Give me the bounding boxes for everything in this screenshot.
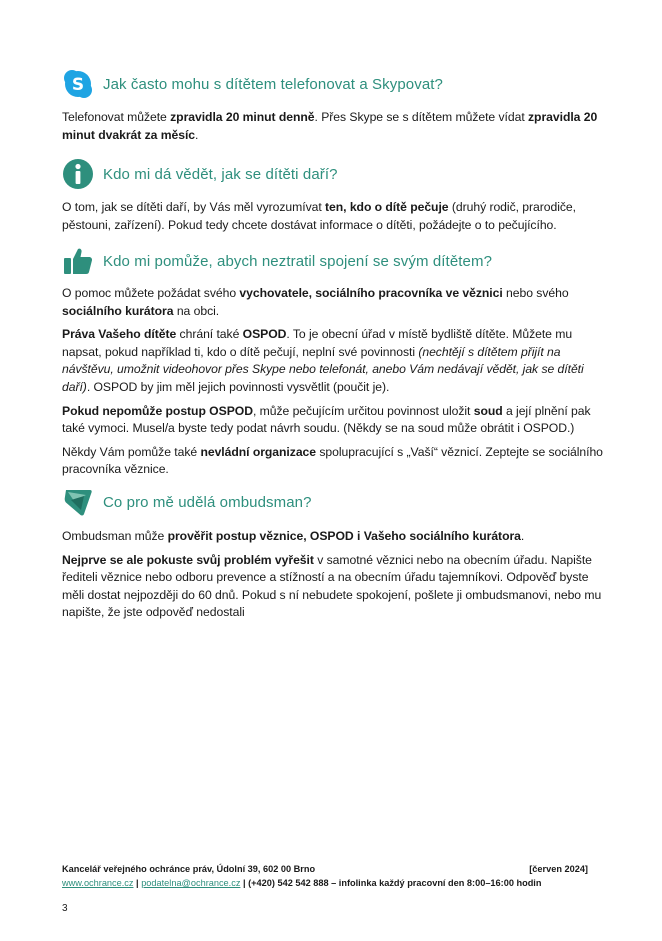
ombudsman-leaf-icon: [62, 486, 94, 518]
text-run: O tom, jak se dítěti daří, by Vás měl vyrozumívat: [62, 200, 326, 214]
text-run: v samotné věznici nebo na obecním úřadu. Napište řediteli věznice nebo odboru prevence a stížností a na obecním úřadu tajemníkovi. Odpověď byste měli dostat nejpozději do 60 dnů. Pokud s ní nebudete spokojení, pošlete ji ombudsmanovi, nebo mu napište, že jste odpověď nedostali: [62, 552, 602, 620]
paragraph: [62, 528, 612, 546]
paragraph: [62, 326, 612, 396]
section-title: Jak často mohu s dítětem telefonovat a Skypovat?: [103, 75, 443, 93]
italic-text: (nechtějí s dítětem přijít na návštěvu, umožnit videohovor přes Skype nebo telefonát, anebo Vám nedávají vědět, jak se dítěti daří): [62, 344, 584, 394]
bold-text: Práva Vašeho dítěte: [62, 327, 177, 342]
section-heading: [62, 245, 612, 277]
text-run: chrání také: [176, 327, 243, 342]
text-run: spolupracující s „Vaší“ věznicí. Zeptejte se sociálního pracovníka věznice.: [62, 444, 603, 477]
bold-text: ten, kdo o dítě pečuje: [325, 200, 449, 214]
text-run: a její plnění pak také vymoci. Musel/a byste tedy podat návrh soudu. (Někdy se na soud může obrátit i OSPOD.): [62, 403, 591, 436]
text-run: (druhý rodič, prarodiče, pěstouni, zařízení). Pokud tedy chcete dostávat informace o dítěti, požádejte o to pečujícího.: [62, 200, 576, 232]
thumbs-up-icon: [62, 245, 94, 277]
email-link[interactable]: podatelna@ochrance.cz: [141, 878, 241, 888]
text-run: .: [520, 529, 525, 543]
paragraph: [62, 199, 612, 234]
text-run: Telefonovat můžete: [62, 110, 171, 124]
text-run: . To je obecní úřad v místě bydliště dítěte. Můžete mu napsat, pokud například ti, kdo o dítě pečují, neplní své povinnosti: [62, 327, 573, 359]
bold-text: zpravidla 20 minut dvakrát za měsíc: [62, 110, 598, 142]
svg-text:S: S: [71, 75, 85, 95]
bold-text: Pokud nepomůže postup OSPOD: [62, 403, 253, 418]
info-icon: [62, 158, 94, 190]
bold-text: Nejprve se ale pokuste svůj problém vyřešit: [62, 552, 314, 567]
text-run: O pomoc můžete požádat svého: [62, 286, 240, 300]
publication-date: [červen 2024]: [529, 864, 588, 874]
page-number: 3: [62, 903, 68, 914]
section-body: [62, 285, 612, 479]
text-run: Ombudsman může: [62, 529, 168, 543]
bold-text: sociálního kurátora: [62, 303, 174, 318]
paragraph: [62, 552, 612, 622]
website-link[interactable]: www.ochrance.cz: [62, 878, 134, 888]
section-heading: [62, 486, 612, 518]
section-heading: [62, 68, 612, 100]
paragraph: [62, 109, 612, 144]
text-run: Někdy Vám pomůže také: [62, 444, 201, 459]
footer-contact-row: [62, 876, 588, 890]
text-run: . Přes Skype se s dítětem můžete vídat: [314, 110, 529, 124]
section-title: Co pro mě udělá ombudsman?: [103, 493, 312, 511]
bold-text: nevládní organizace: [200, 444, 316, 459]
section-body: [62, 528, 612, 622]
separator: |: [240, 878, 249, 888]
section-keep-contact: [62, 245, 612, 485]
bold-text: zpravidla 20 minut denně: [170, 110, 315, 124]
skype-icon: [62, 68, 94, 100]
paragraph: [62, 285, 612, 320]
section-body: [62, 199, 612, 234]
section-heading: [62, 158, 612, 190]
text-run: na obci.: [173, 303, 220, 318]
section-title: Kdo mi dá vědět, jak se dítěti daří?: [103, 165, 338, 183]
footer-address-row: [62, 862, 588, 876]
bold-text: OSPOD: [242, 327, 287, 342]
bold-text: soud: [473, 403, 503, 418]
footer: [62, 862, 588, 890]
section-ombudsman: [62, 486, 612, 628]
text-run: , může pečujícím určitou povinnost uložit: [252, 403, 474, 418]
paragraph: [62, 444, 612, 479]
text-run: .: [195, 127, 199, 142]
section-child-info: [62, 158, 612, 240]
text-run: . OSPOD by jim měl jejich povinnosti vysvětlit (poučit je).: [86, 379, 390, 394]
paragraph: [62, 403, 612, 438]
separator: |: [133, 878, 142, 888]
section-phone-skype: [62, 68, 612, 150]
text-run: nebo svého: [502, 286, 569, 300]
section-title: Kdo mi pomůže, abych neztratil spojení se svým dítětem?: [103, 252, 493, 270]
office-address: Kancelář veřejného ochránce práv, Údolní 39, 602 00 Brno: [62, 864, 316, 874]
bold-text: prověřit postup věznice, OSPOD i Vašeho sociálního kurátora: [167, 529, 521, 543]
section-body: [62, 109, 612, 144]
bold-text: vychovatele, sociálního pracovníka ve věznici: [239, 286, 503, 300]
phone-infoline: (+420) 542 542 888 – infolinka každý pracovní den 8:00–16:00 hodin: [248, 878, 542, 888]
